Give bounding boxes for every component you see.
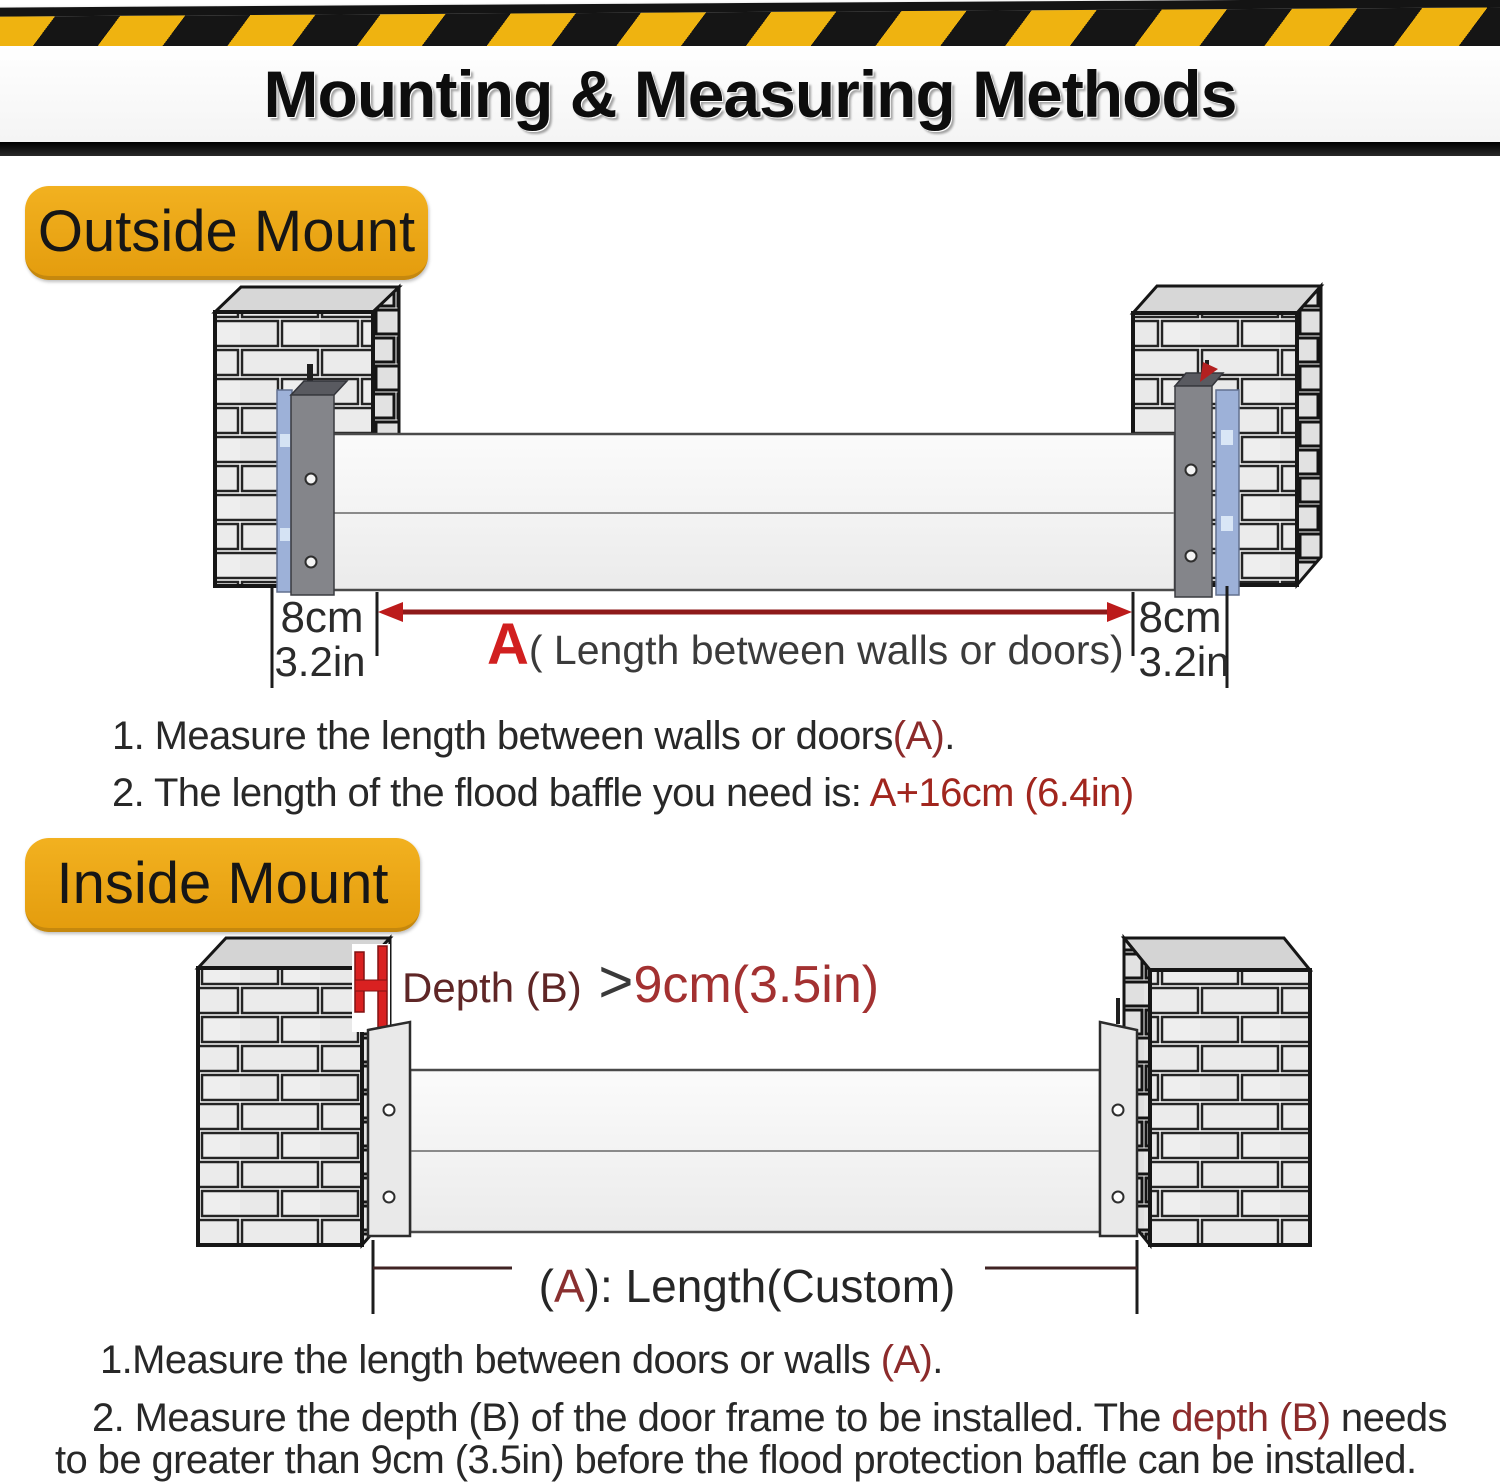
pillar-top-face [1133,286,1321,313]
screw-hole [384,1192,395,1203]
outside-step-2: 2. The length of the flood baffle you need is: A+16cm (6.4in) [112,771,1134,815]
flood-baffle-panel [410,1070,1100,1232]
screw-hole [1113,1105,1124,1116]
length-label: (A): Length(Custom) [538,1260,956,1312]
pillar-front-face [1150,970,1310,1245]
screw-hole [1186,465,1197,476]
highlight-formula: A+16cm (6.4in) [869,771,1134,815]
screw-hole [1113,1192,1124,1203]
screw-hole [384,1105,395,1116]
inside-step-2: 2. Measure the depth (B) of the door frame to be installed. The depth (B) needs [92,1396,1447,1440]
screw-hole [306,474,317,485]
span-label: A( Length between walls or doors) [487,612,1124,677]
depth-marker-icon [352,944,390,1034]
title-band [0,46,1500,142]
highlight-A: (A) [892,714,945,758]
highlight-depth-B: depth (B) [1171,1396,1331,1440]
left-dim-cm: 8cm [280,593,364,642]
pillar-top-face [1124,938,1310,970]
outside-mount-diagram [0,278,1500,692]
pillar-side-face [1297,286,1321,585]
inside-right-bracket [1100,998,1137,1236]
page-title: Mounting & Measuring Methods [263,57,1237,131]
right-dim-cm: 8cm [1138,593,1222,642]
right-dim-in: 3.2in [1138,638,1230,685]
screw-hole [306,557,317,568]
inside-left-bracket [368,1022,410,1236]
outside-mount-badge-label: Outside Mount [37,198,416,264]
gasket-strip [277,390,292,592]
outside-right-bracket [1175,360,1239,597]
title-divider-bar [0,142,1500,156]
outside-mount-badge [25,186,428,280]
inside-mount-badge-label: Inside Mount [56,850,389,916]
pillar-top-face [215,287,399,312]
depth-label: Depth (B) >9cm(3.5in) [402,948,880,1015]
left-dim-in: 3.2in [274,638,366,685]
highlight-A: (A) [880,1338,933,1382]
inside-mount-badge [25,838,420,932]
inside-step-1: 1.Measure the length between doors or walls (A). [100,1338,943,1382]
inside-right-pillar [1124,938,1310,1245]
gasket-strip [1216,390,1239,595]
flood-baffle-panel [333,434,1175,590]
screw-hole [1186,551,1197,562]
pillar-front-face [198,968,362,1245]
inside-step-2-continued: to be greater than 9cm (3.5in) before the flood protection baffle can be installed. [55,1438,1417,1482]
inside-mount-diagram [0,933,1500,1317]
outside-step-1: 1. Measure the length between walls or doors(A). [112,714,955,758]
